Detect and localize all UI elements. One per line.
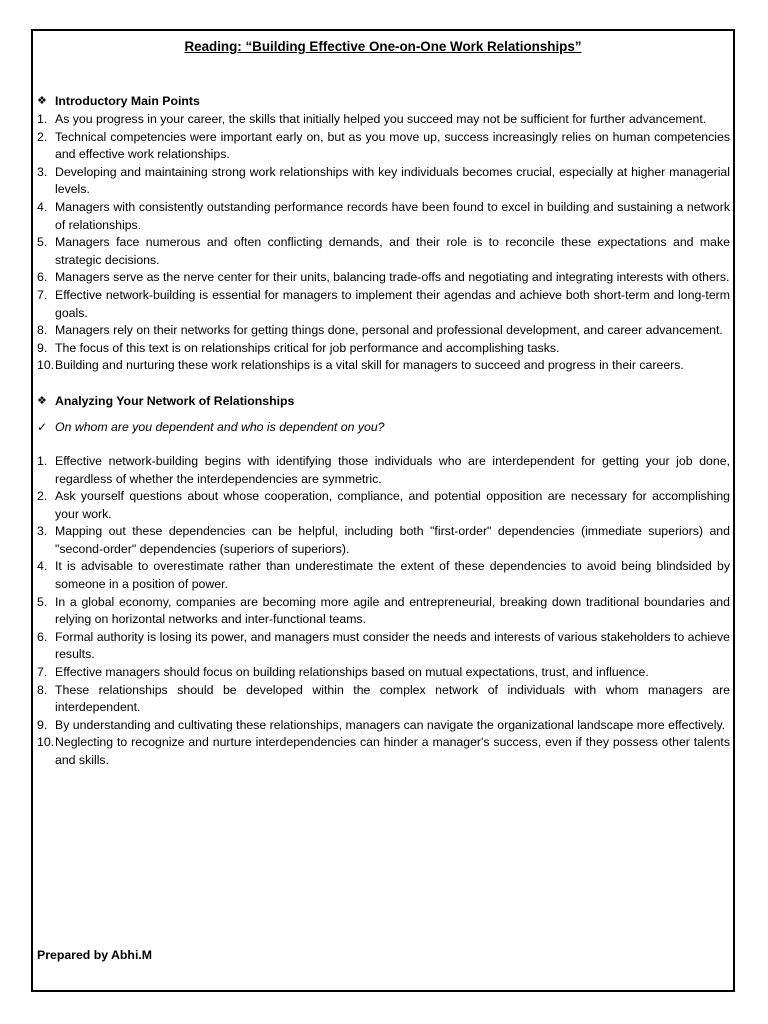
- list-item-text: Formal authority is losing its power, and managers must consider the needs and interests of various stakeholders to achieve results.: [55, 629, 730, 662]
- list-item-text: In a global economy, companies are becoming more agile and entrepreneurial, breaking down traditional boundaries and relying on horizontal networks and inter-functional teams.: [55, 594, 730, 627]
- list-item-text: These relationships should be developed within the complex network of individuals with whom managers are interdependent.: [55, 682, 730, 715]
- section-heading-text: Introductory Main Points: [55, 94, 200, 109]
- list-item-text: Managers face numerous and often conflicting demands, and their role is to reconcile these expectations and make strategic decisions.: [55, 235, 730, 267]
- list-item-number: 8.: [37, 682, 48, 697]
- list-item-number: 3.: [37, 164, 48, 179]
- list-item: [37, 664, 730, 682]
- list-item-text: Developing and maintaining strong work relationships with key individuals becomes crucial, especially at higher managerial levels.: [55, 164, 730, 197]
- list-item-text: Effective network-building begins with identifying those individuals who are interdependent for getting your job done, regardless of whether the interdependencies are symmetric.: [55, 453, 730, 486]
- list-item-text: Building and nurturing these work relationships is a vital skill for managers to succeed and progress in their careers.: [55, 358, 684, 373]
- diamond-bullet-icon: ❖: [37, 395, 47, 408]
- list-item: [37, 234, 730, 269]
- page-title: Reading: “Building Effective One-on-One Work Relationships”: [184, 39, 582, 54]
- list-item: [37, 129, 730, 164]
- checkmark-icon: ✓: [37, 420, 48, 435]
- list-item: [37, 629, 730, 664]
- list-item-text: The focus of this text is on relationships critical for job performance and accomplishing tasks.: [55, 340, 560, 355]
- section-heading-intro: [37, 93, 730, 111]
- diamond-bullet-icon: ❖: [37, 95, 47, 108]
- page-frame: [31, 29, 735, 992]
- list-item: [37, 199, 730, 234]
- list-item: [37, 453, 730, 488]
- document-body: [37, 93, 730, 770]
- list-item-number: 1.: [37, 112, 48, 126]
- list-item: [37, 558, 730, 593]
- list-item: [37, 111, 730, 129]
- guiding-question: [37, 419, 730, 437]
- list-item-number: 6.: [37, 629, 48, 644]
- list-item: [37, 357, 730, 375]
- list-item-number: 7.: [37, 287, 48, 302]
- list-item: [37, 717, 730, 735]
- list-item-text: As you progress in your career, the skills that initially helped you succeed may not be sufficient for further advancement.: [55, 112, 707, 126]
- list-item-number: 4.: [37, 559, 48, 574]
- guiding-question-text: On whom are you dependent and who is dependent on you?: [55, 420, 385, 435]
- list-item-text: Managers with consistently outstanding performance records have been found to excel in building and sustaining a network of relationships.: [55, 199, 730, 232]
- list-item: [37, 340, 730, 358]
- list-item-number: 5.: [37, 235, 48, 250]
- section-heading-network: [37, 393, 730, 411]
- list-item: [37, 523, 730, 558]
- list-item-number: 3.: [37, 524, 48, 539]
- list-item: [37, 594, 730, 629]
- list-item-text: Mapping out these dependencies can be helpful, including both "first-order" dependencies (immediate superiors) and "second-order" dependencies (superiors of superiors).: [55, 524, 730, 556]
- list-item-text: Neglecting to recognize and nurture interdependencies can hinder a manager's success, even if they possess other talents and skills.: [55, 735, 730, 767]
- list-item: [37, 287, 730, 322]
- list-item-number: 2.: [37, 489, 48, 504]
- list-item: [37, 269, 730, 287]
- author-credit: Prepared by Abhi.M: [37, 948, 153, 962]
- list-item-text: By understanding and cultivating these relationships, managers can navigate the organizational landscape more effectively.: [55, 717, 726, 732]
- list-item-number: 9.: [37, 717, 48, 732]
- list-item-number: 9.: [37, 340, 48, 355]
- list-item-text: Ask yourself questions about whose cooperation, compliance, and potential opposition are necessary for accomplishing your work.: [55, 489, 730, 521]
- list-item: [37, 488, 730, 523]
- list-item-number: 2.: [37, 129, 48, 144]
- list-item-number: 10.: [37, 735, 55, 750]
- list-item-number: 10.: [37, 358, 55, 373]
- list-item: [37, 164, 730, 199]
- list-item-number: 5.: [37, 594, 48, 609]
- list-item-text: Managers rely on their networks for getting things done, personal and professional development, and career advancement.: [55, 323, 723, 338]
- list-item-number: 1.: [37, 453, 48, 468]
- list-item: [37, 682, 730, 717]
- list-item-number: 7.: [37, 665, 48, 680]
- list-item-text: Technical competencies were important early on, but as you move up, success increasingly relies on human competencies and effective work relationships.: [55, 129, 730, 162]
- intro-points-list: [37, 111, 730, 375]
- list-item: [37, 322, 730, 340]
- list-item-number: 8.: [37, 323, 48, 338]
- list-item-number: 6.: [37, 270, 48, 285]
- list-item-text: Effective network-building is essential for managers to implement their agendas and achieve both short-term and long-term goals.: [55, 287, 730, 320]
- network-points-list: [37, 453, 730, 770]
- list-item-number: 4.: [37, 199, 48, 214]
- list-item-text: Effective managers should focus on building relationships based on mutual expectations, trust, and influence.: [55, 665, 649, 680]
- section-heading-text: Analyzing Your Network of Relationships: [55, 394, 295, 409]
- list-item: [37, 734, 730, 769]
- list-item-text: It is advisable to overestimate rather than underestimate the extent of these dependencies to avoid being blindsided by someone in a position of power.: [55, 559, 730, 592]
- list-item-text: Managers serve as the nerve center for their units, balancing trade-offs and negotiating and integrating interests with others.: [55, 270, 730, 285]
